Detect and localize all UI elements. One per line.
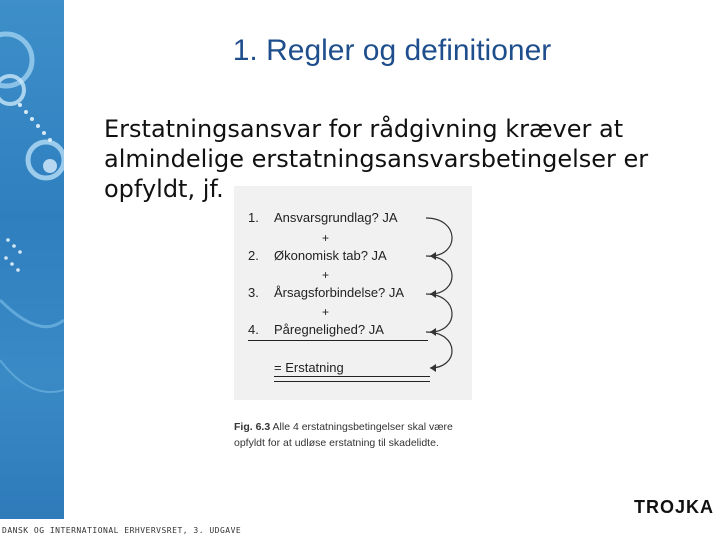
figure-result: = Erstatning xyxy=(274,360,344,375)
step-number: 3. xyxy=(248,285,259,300)
step-number: 4. xyxy=(248,322,259,337)
figure-divider xyxy=(248,340,428,341)
decorative-sidebar xyxy=(0,0,64,540)
figure-caption xyxy=(234,419,484,451)
step-number: 1. xyxy=(248,210,259,225)
caption-text: Alle 4 erstatningsbetingelser skal være opfyldt for at udløse erstatning til skadelidte. xyxy=(234,421,453,449)
curved-arrows-icon xyxy=(420,206,470,376)
step-label: Påregnelighed? JA xyxy=(274,322,384,337)
step-label: Årsagsforbindelse? JA xyxy=(274,285,405,300)
plus-sign: + xyxy=(322,305,330,319)
slide-title: 1. Regler og definitioner xyxy=(232,34,552,67)
sidebar-pattern-graphic xyxy=(0,0,64,540)
step-label: Ansvarsgrundlag? JA xyxy=(274,210,398,225)
figure-double-rule xyxy=(274,376,430,382)
caption-label: Fig. 6.3 xyxy=(234,421,271,433)
publisher-logo: TROJKA xyxy=(633,497,714,517)
conditions-figure xyxy=(234,186,472,400)
step-label: Økonomisk tab? JA xyxy=(274,248,387,263)
footer-text: DANSK OG INTERNATIONAL ERHVERVSRET, 3. UDGAVE xyxy=(2,526,242,535)
plus-sign: + xyxy=(322,231,330,245)
footer xyxy=(0,506,720,540)
slide-body-text: Erstatningsansvar for rådgivning kræver at almindelige erstatningsansvarsbetingelser er opfyldt, jf. xyxy=(104,115,649,203)
plus-sign: + xyxy=(322,268,330,282)
step-number: 2. xyxy=(248,248,259,263)
